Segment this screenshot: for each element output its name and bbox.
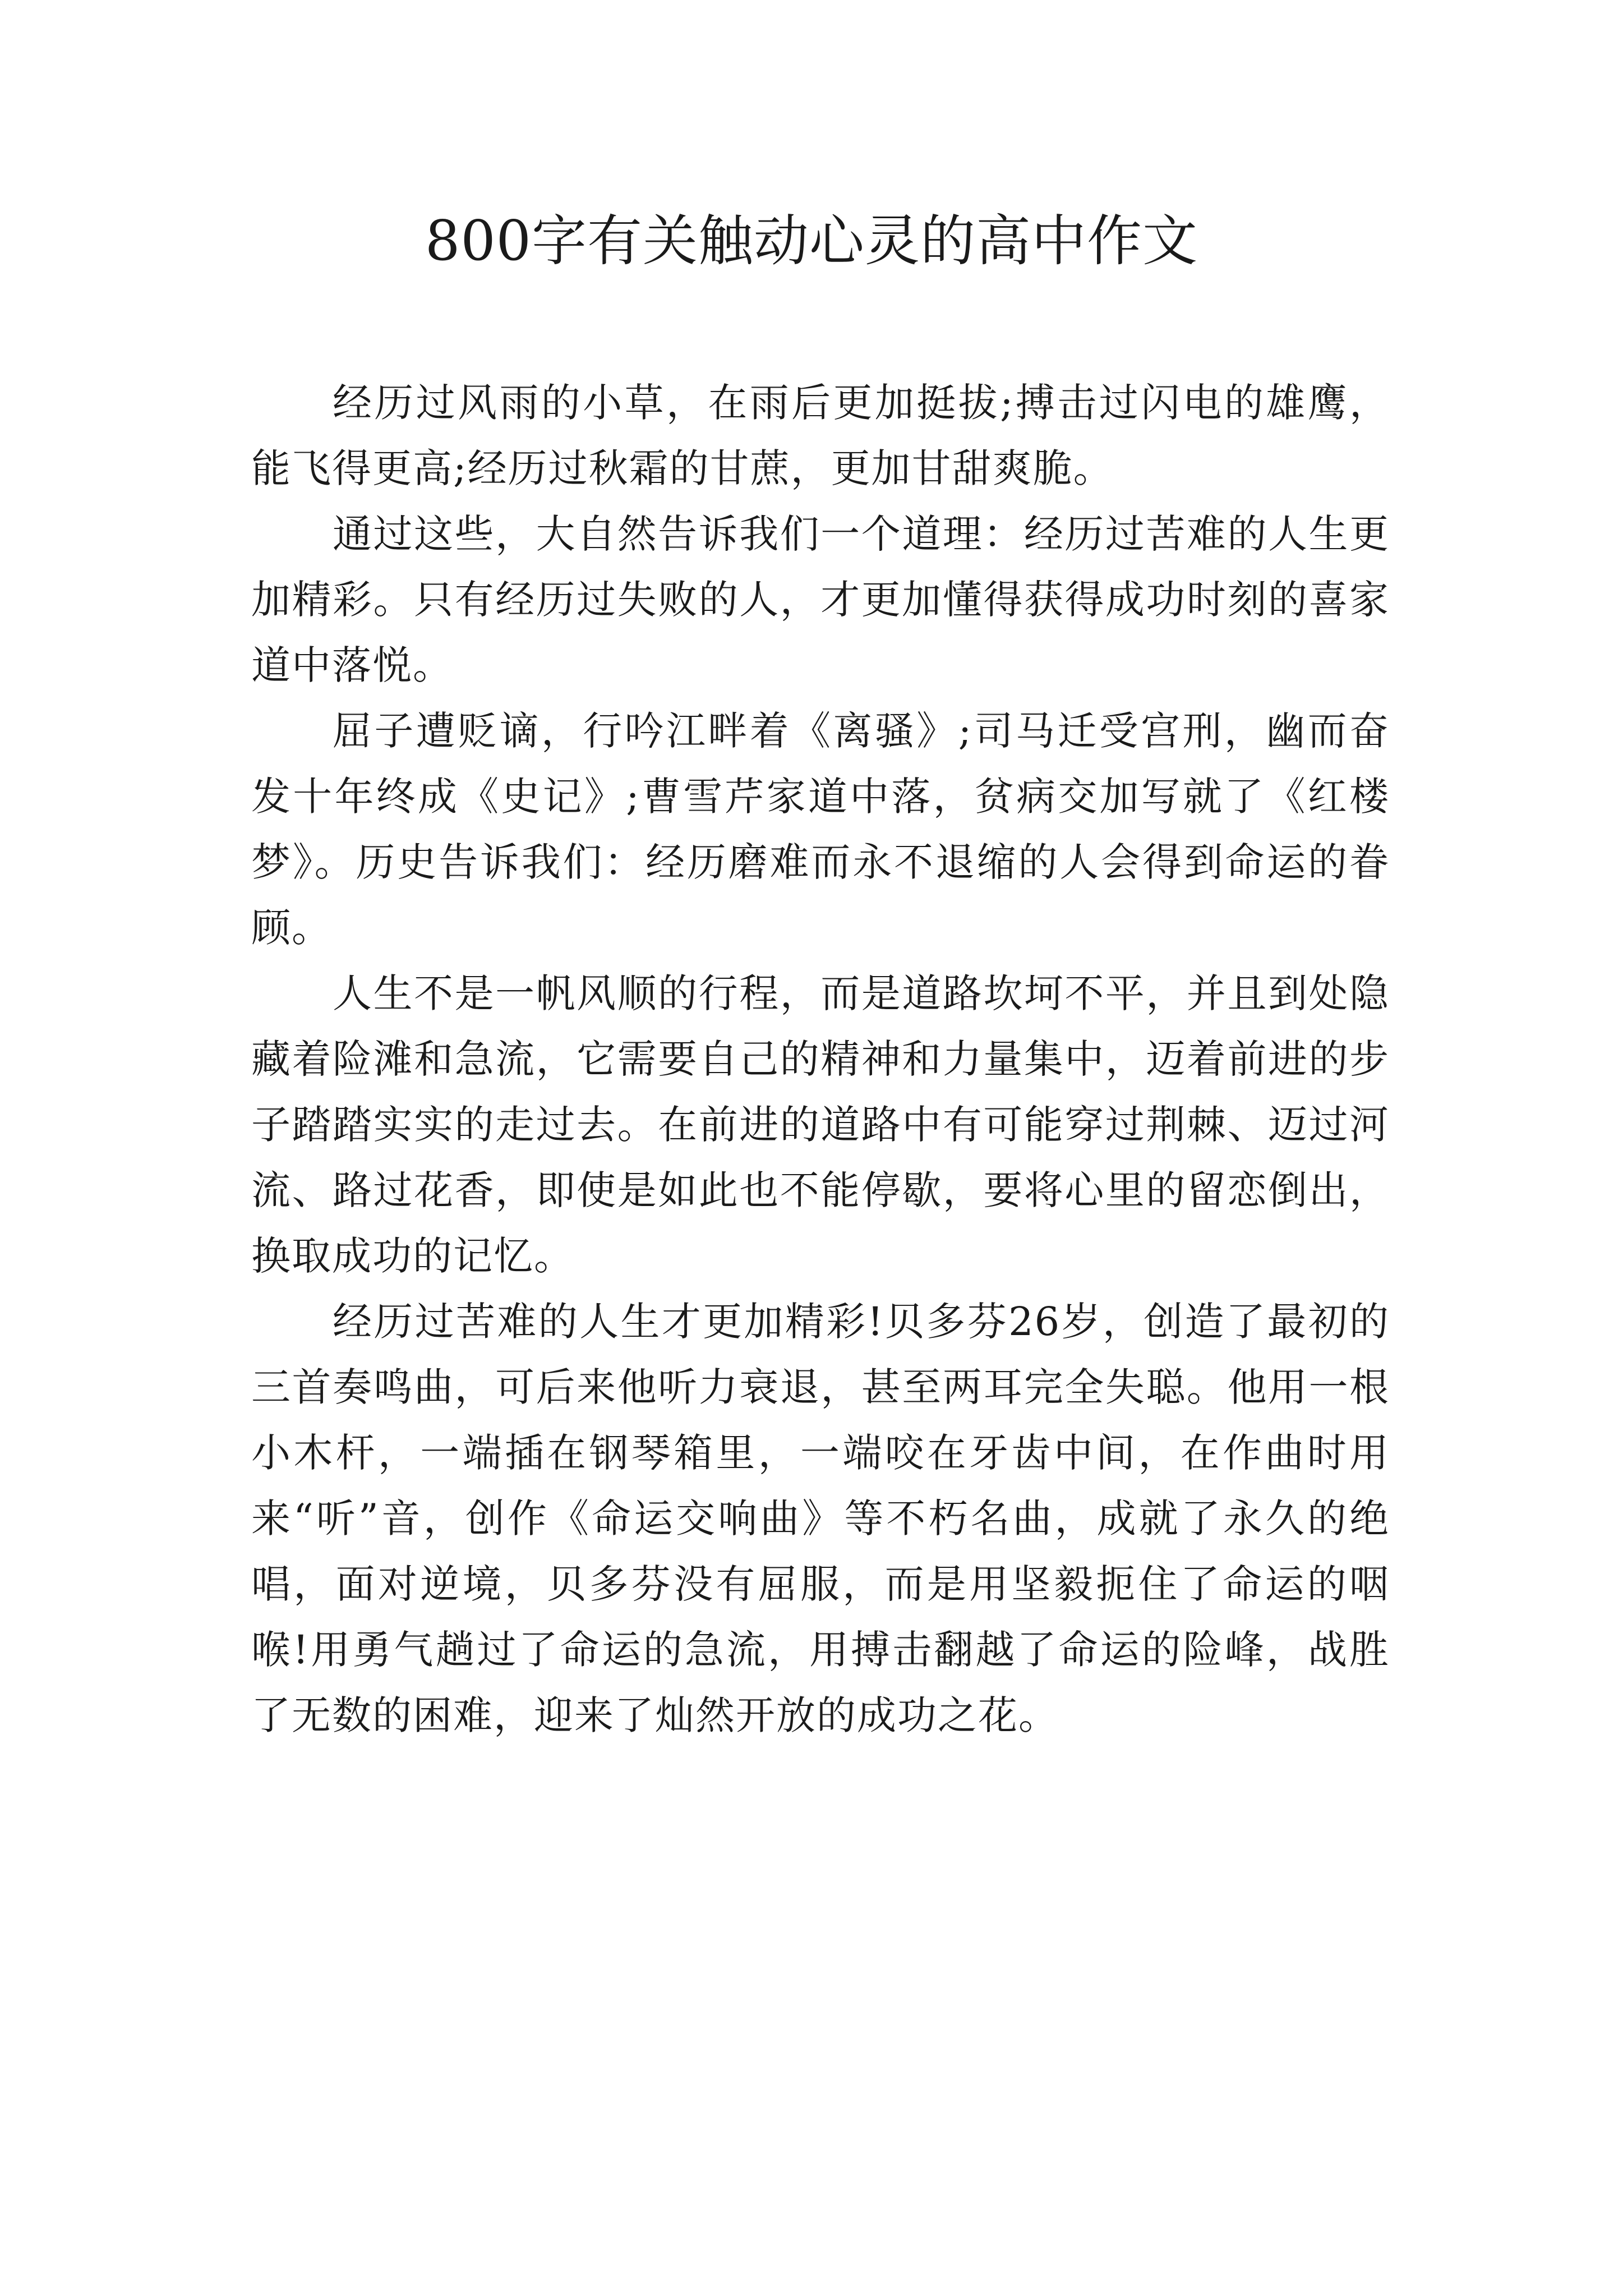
paragraph: 经历过风雨的小草，在雨后更加挺拔;搏击过闪电的雄鹰，能飞得更高;经历过秋霜的甘蔗，更加甘甜爽脆。 xyxy=(251,380,1390,491)
paragraph: 经历过苦难的人生才更加精彩!贝多芬26岁，创造了最初的三首奏鸣曲，可后来他听力衰退，甚至两耳完全失聪。他用一根小木杆，一端插在钢琴箱里，一端咬在牙齿中间，在作曲时用来“听”音，创作《命运交响曲》等不朽名曲，成就了永久的绝唱，面对逆境，贝多芬没有屈服，而是用坚毅扼住了命运的咽喉!用勇气趟过了命运的急流，用搏击翻越了命运的险峰，战胜了无数的困难，迎来了灿然开放的成功之花。 xyxy=(251,1299,1390,1738)
document-body xyxy=(251,370,1390,1749)
paragraph: 通过这些，大自然告诉我们一个道理：经历过苦难的人生更加精彩。只有经历过失败的人，才更加懂得获得成功时刻的喜家道中落悦。 xyxy=(251,511,1390,688)
document-title: 800字有关触动心灵的高中作文 xyxy=(425,209,1198,273)
paragraph: 人生不是一帆风顺的行程，而是道路坎坷不平，并且到处隐藏着险滩和急流，它需要自己的精神和力量集中，迈着前进的步子踏踏实实的走过去。在前进的道路中有可能穿过荆棘、迈过河流、路过花香，即使是如此也不能停歇，要将心里的留恋倒出，换取成功的记忆。 xyxy=(251,970,1390,1279)
paragraph: 屈子遭贬谪，行吟江畔着《离骚》;司马迁受宫刑，幽而奋发十年终成《史记》;曹雪芹家道中落，贫病交加写就了《红楼梦》。历史告诉我们：经历磨难而永不退缩的人会得到命运的眷顾。 xyxy=(251,708,1390,951)
